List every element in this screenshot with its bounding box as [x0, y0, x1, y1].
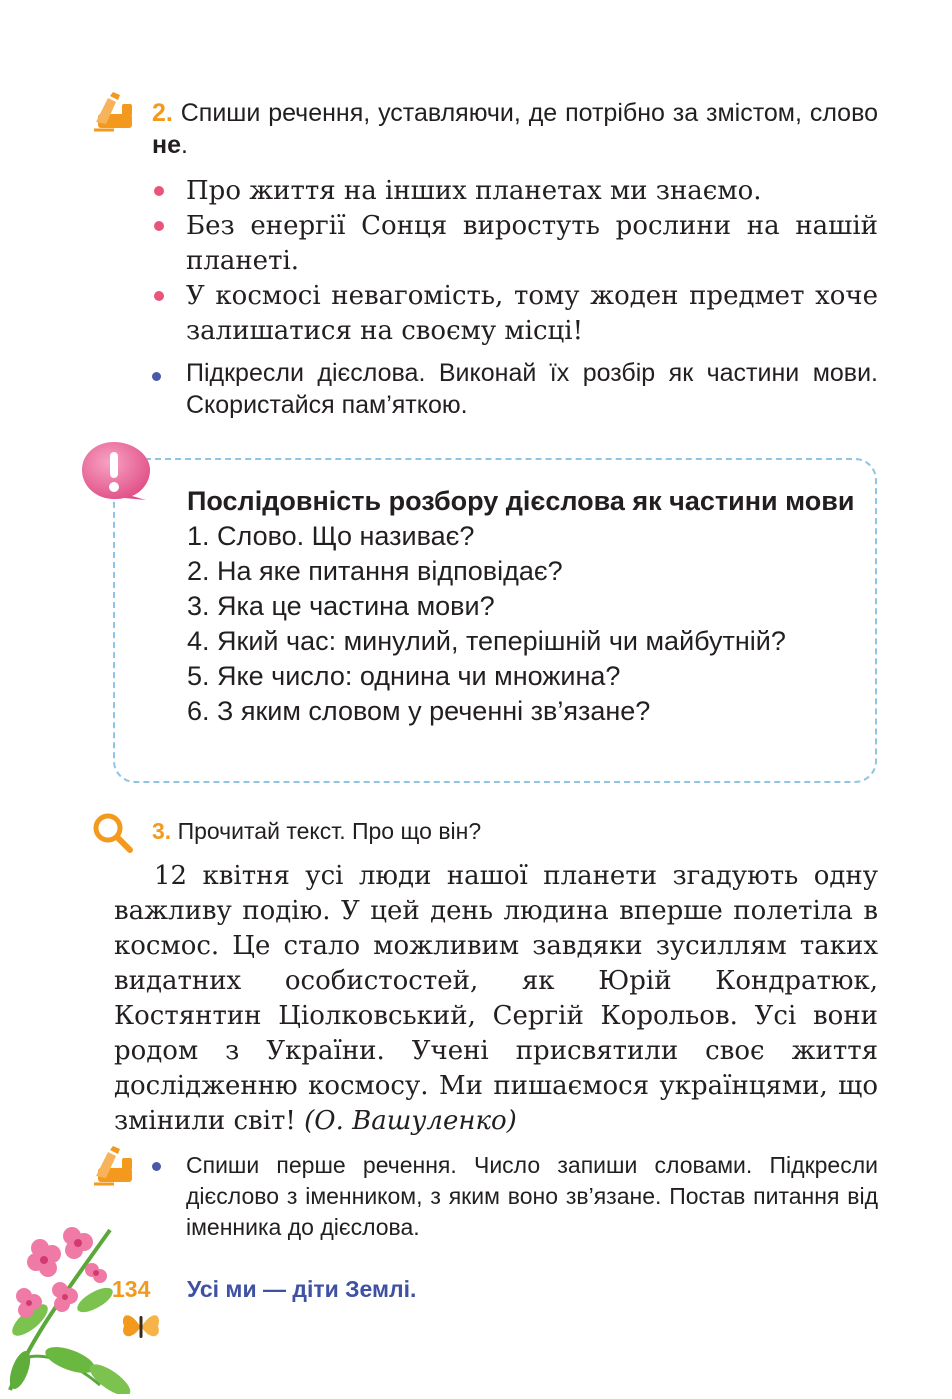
task-2-sub-instruction: Підкресли дієслова. Виконай їх розбір як частини мови. Скористайся пам’яткою.: [186, 359, 878, 419]
task-3-instruction-text: Прочитай текст. Про що він?: [177, 818, 482, 844]
task-3-number: 3.: [152, 818, 172, 844]
task-2-number: 2.: [152, 99, 173, 127]
memo-step: 2. На яке питання відповідає?: [187, 556, 563, 586]
reading-text: 12 квітня усі люди нашої планети згадують одну важливу подію. У цей день людина вперше полетіла в космос. Це стало можливим завдяки зусиллям таких видатних особистостей, як Юрій Кондратюк, Костянтин Ціолковський, Сергій Корольов. Усі вони родом з України. Учені присвятили своє життя дослідженню космосу. Ми пишаємося українцями, що змінили світ!: [114, 861, 878, 1136]
memo-content: [187, 484, 857, 729]
section-title: Усі ми — діти Землі.: [187, 1276, 417, 1302]
sentence-text: Про життя на інших планетах ми знаємо.: [186, 176, 762, 206]
bullet-icon: [152, 372, 161, 381]
task-3-sub-instruction: Спиши перше речення. Число запиши словами. Підкресли дієслово з іменником, з яким воно зв’язане. Постав питання від іменника до дієслова.: [186, 1152, 878, 1240]
task-2-instruction: [152, 97, 878, 161]
task-3-instruction: [152, 816, 852, 846]
list-item: [154, 279, 878, 349]
task-3-text: [114, 859, 878, 1139]
exclamation-badge-icon: [80, 440, 156, 502]
butterfly-icon: [118, 1306, 164, 1346]
text-author: (О. Вашуленко): [304, 1106, 517, 1136]
memo-step: 6. З яким словом у реченні зв’язане?: [187, 696, 651, 726]
task-2-intro: Спиши речення, уставляючи, де потрібно за змістом, слово: [180, 99, 878, 127]
bullet-icon: [154, 221, 164, 231]
task-2-bold-word: не: [152, 131, 182, 159]
sentence-text: У космосі невагомість, тому жоден предмет хоче залишатися на своєму місці!: [186, 281, 878, 346]
page-number: 134: [112, 1276, 151, 1302]
memo-title: Послідовність розбору дієслова як частини мови: [187, 486, 855, 516]
sentence-text: Без енергії Сонця виростуть рослини на нашій планеті.: [186, 211, 878, 276]
memo-step: 5. Яке число: однина чи множина?: [187, 661, 621, 691]
list-item: [154, 174, 878, 209]
writing-hand-icon: [92, 1146, 136, 1186]
magnifier-icon: [92, 812, 134, 854]
writing-hand-icon: [92, 92, 136, 132]
bullet-icon: [152, 1162, 161, 1171]
memo-step: 1. Слово. Що називає?: [187, 521, 475, 551]
task-2-sentence-list: [154, 174, 878, 349]
list-item: [154, 209, 878, 279]
task-2-intro-end: .: [181, 131, 188, 159]
memo-step: 4. Який час: минулий, теперішній чи майбутній?: [187, 626, 786, 656]
bullet-icon: [154, 186, 164, 196]
bullet-icon: [154, 291, 164, 301]
memo-step: 3. Яка це частина мови?: [187, 591, 495, 621]
